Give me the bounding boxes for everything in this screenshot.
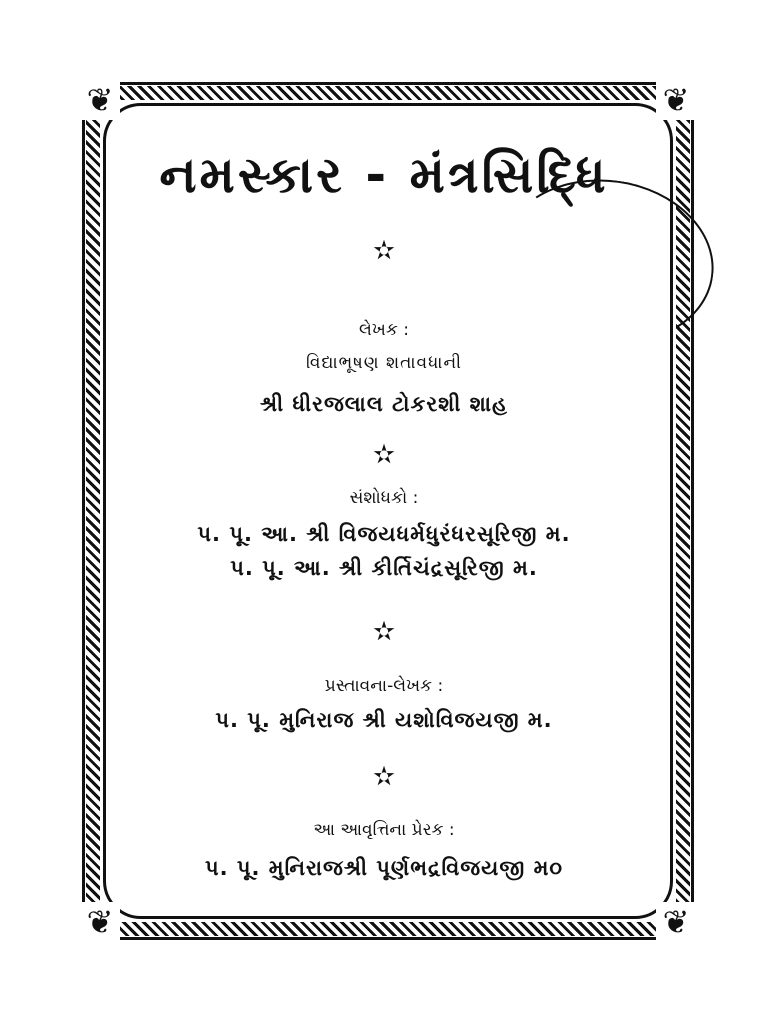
star-icon: ✫ [373, 440, 395, 470]
editor-name: પ. પૂ. આ. શ્રી વિજયધર્મધુરંધરસૂરિજી મ. [197, 522, 571, 546]
editor-name: પ. પૂ. આ. શ્રી કીર્તિચંદ્રસૂરિજી મ. [230, 556, 538, 580]
star-icon: ✫ [373, 236, 395, 266]
corner-ornament-icon: ❦ [80, 80, 120, 120]
inspirer-label: આ આવૃત્તિના પ્રેરક : [313, 820, 455, 840]
corner-ornament-icon: ❦ [656, 80, 696, 120]
star-icon: ✫ [373, 617, 395, 647]
preface-label: પ્રસ્તાવના-લેખક : [324, 676, 444, 696]
corner-ornament-icon: ❦ [656, 902, 696, 942]
author-name: શ્રી ધીરજલાલ ટોકરશી શાહ [260, 392, 508, 416]
author-label: લેખક : [359, 320, 409, 340]
corner-ornament-icon: ❦ [80, 902, 120, 942]
preface-author: પ. પૂ. મુનિરાજ શ્રી યશોવિજયજી મ. [215, 708, 553, 732]
book-title: નમસ્કાર - મંત્રસિદ્ધિ [159, 146, 609, 204]
editors-label: સંશોધકો : [349, 488, 419, 508]
inspirer-name: પ. પૂ. મુનિરાજશ્રી પૂર્ણભદ્રવિજયજી મ૦ [204, 856, 564, 880]
star-icon: ✫ [373, 762, 395, 792]
author-titles: વિદ્યાભૂષણ શતાવધાની [305, 353, 462, 373]
